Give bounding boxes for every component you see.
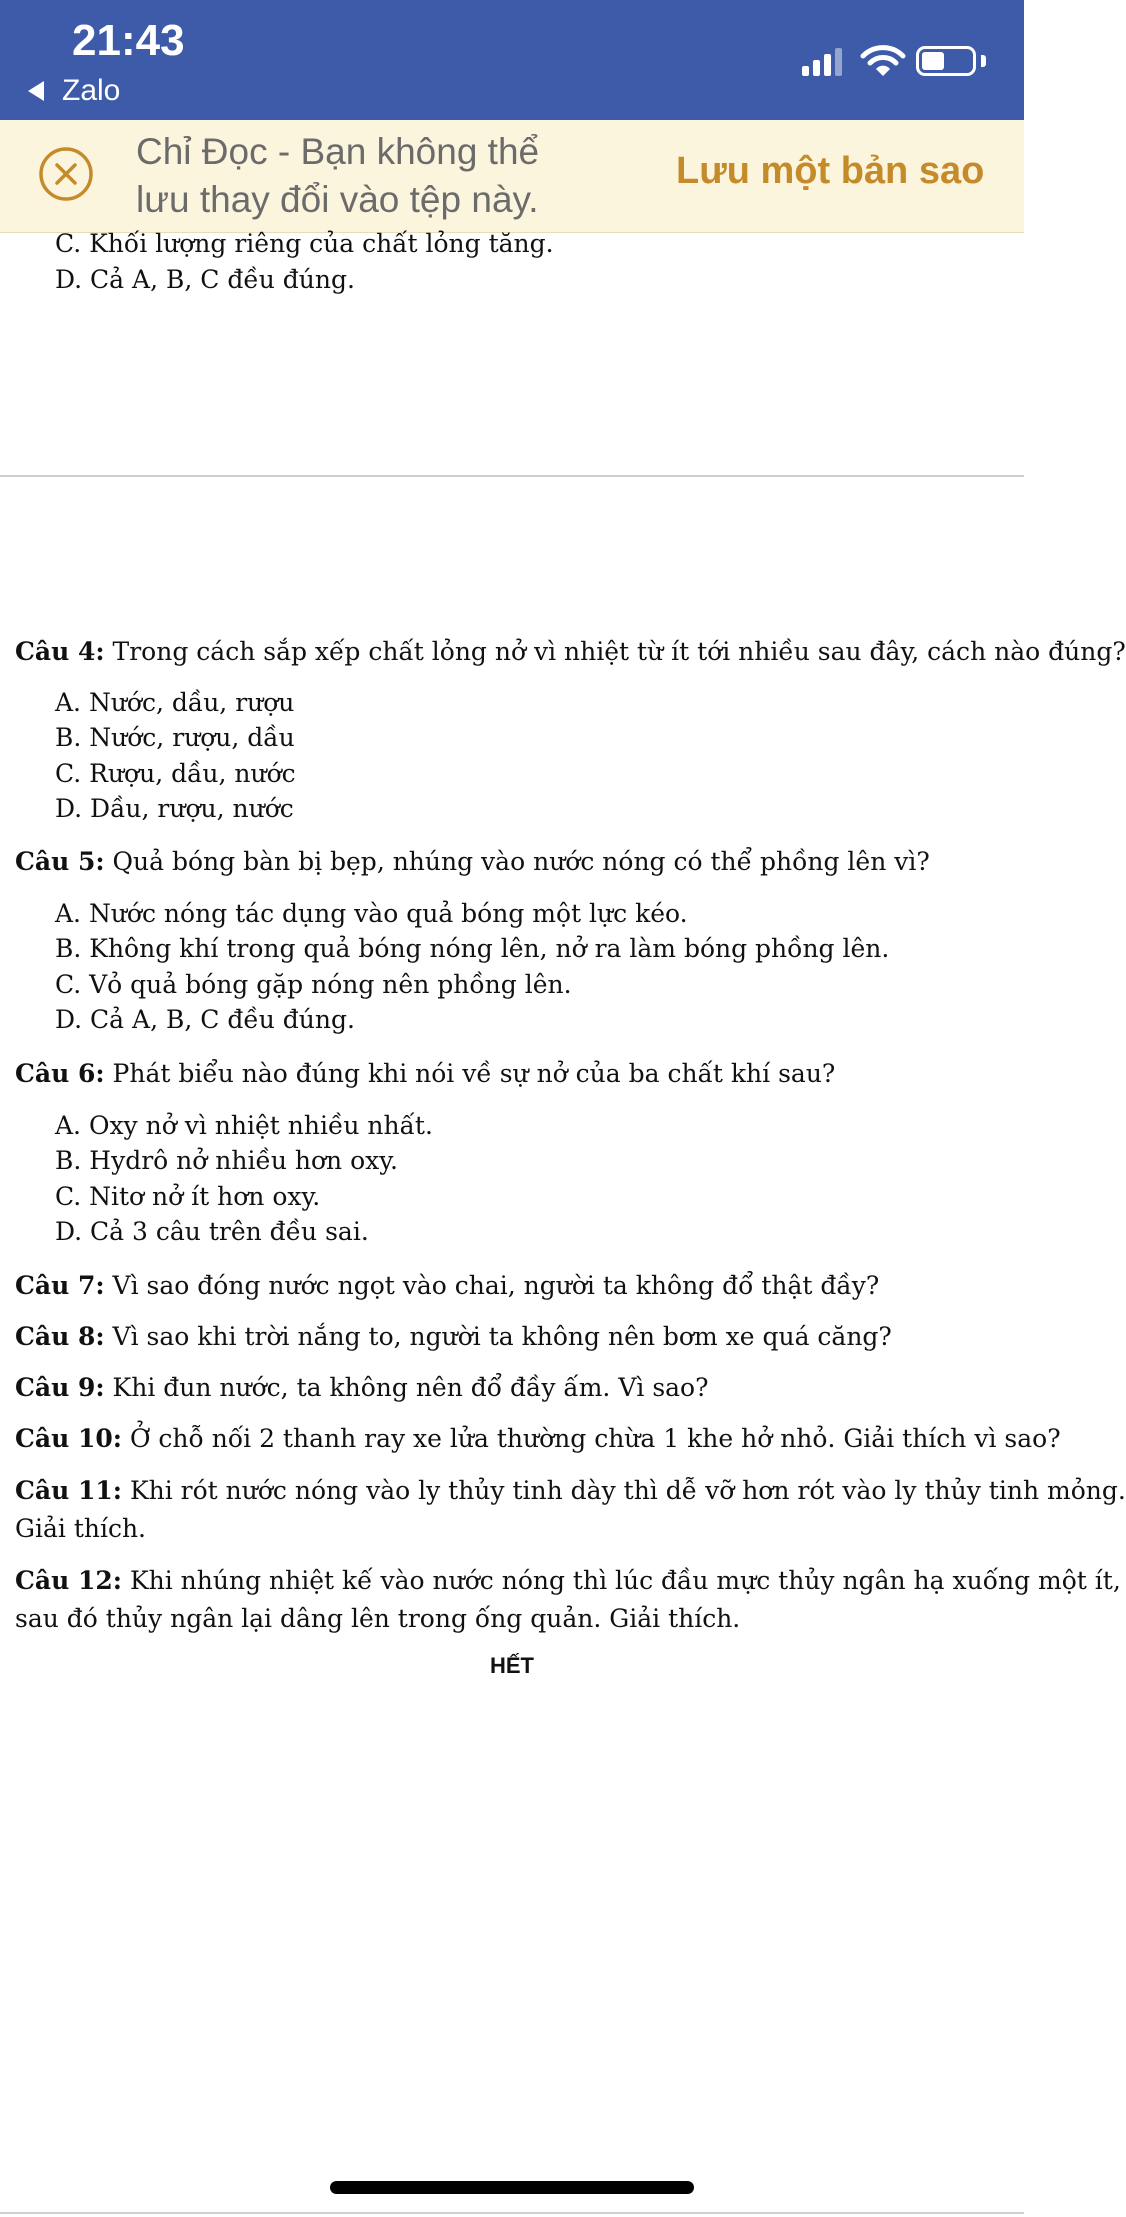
question-5-text: Quả bóng bàn bị bẹp, nhúng vào nước nóng có thể phồng lên vì? xyxy=(104,847,930,876)
q4-option-a: A. Nước, dầu, rượu xyxy=(55,688,295,717)
q5-option-d: D. Cả A, B, C đều đúng. xyxy=(55,1005,355,1034)
prev-option-d: D. Cả A, B, C đều đúng. xyxy=(55,265,355,294)
question-4-label: Câu 4: xyxy=(15,637,105,666)
question-11 xyxy=(15,1476,1126,1505)
question-6-label: Câu 6: xyxy=(15,1059,105,1088)
read-only-line-2: lưu thay đổi vào tệp này. xyxy=(136,179,539,220)
question-10 xyxy=(15,1424,1061,1453)
cellular-signal-icon xyxy=(802,46,842,76)
question-5-label: Câu 5: xyxy=(15,847,105,876)
question-11-cont: Giải thích. xyxy=(15,1514,147,1543)
question-12-label: Câu 12: xyxy=(15,1566,122,1595)
q4-option-c: C. Rượu, dầu, nước xyxy=(55,759,296,788)
page-bottom-edge xyxy=(0,2212,1024,2214)
q5-option-b: B. Không khí trong quả bóng nóng lên, nở ra làm bóng phồng lên. xyxy=(55,934,890,963)
question-9-text: Khi đun nước, ta không nên đổ đầy ấm. Vì sao? xyxy=(104,1373,709,1402)
close-circle-icon[interactable] xyxy=(38,146,94,202)
back-arrow-icon xyxy=(28,81,44,101)
q6-option-c: C. Nitơ nở ít hơn oxy. xyxy=(55,1182,321,1211)
question-12-cont: sau đó thủy ngân lại dâng lên trong ống quản. Giải thích. xyxy=(15,1604,741,1633)
prev-option-c: C. Khối lượng riêng của chất lỏng tăng. xyxy=(55,229,554,258)
end-marker: HẾT xyxy=(490,1653,534,1678)
question-7 xyxy=(15,1271,879,1300)
question-12 xyxy=(15,1566,1121,1595)
question-7-text: Vì sao đóng nước ngọt vào chai, người ta không đổ thật đầy? xyxy=(104,1271,880,1300)
question-8 xyxy=(15,1322,892,1351)
home-indicator[interactable] xyxy=(330,2181,694,2194)
question-10-label: Câu 10: xyxy=(15,1424,122,1453)
question-8-label: Câu 8: xyxy=(15,1322,105,1351)
q6-option-d: D. Cả 3 câu trên đều sai. xyxy=(55,1217,369,1246)
question-6-text: Phát biểu nào đúng khi nói về sự nở của ba chất khí sau? xyxy=(104,1059,836,1088)
read-only-line-1: Chỉ Đọc - Bạn không thể xyxy=(136,131,540,172)
read-only-message xyxy=(136,128,636,224)
question-5 xyxy=(15,847,930,876)
page-divider xyxy=(0,475,1024,477)
wifi-icon xyxy=(860,44,906,78)
q4-option-b: B. Nước, rượu, dầu xyxy=(55,723,295,752)
question-11-label: Câu 11: xyxy=(15,1476,122,1505)
question-4 xyxy=(15,637,1126,666)
save-a-copy-button[interactable]: Lưu một bản sao xyxy=(676,150,985,192)
back-app-label: Zalo xyxy=(62,74,121,107)
question-9 xyxy=(15,1373,709,1402)
question-12-text: Khi nhúng nhiệt kế vào nước nóng thì lúc đầu mực thủy ngân hạ xuống một ít, xyxy=(122,1566,1121,1595)
q4-option-d: D. Dầu, rượu, nước xyxy=(55,794,294,823)
status-bar xyxy=(0,0,1024,120)
question-9-label: Câu 9: xyxy=(15,1373,105,1402)
back-to-app-button[interactable] xyxy=(28,74,120,108)
question-11-text: Khi rót nước nóng vào ly thủy tinh dày thì dễ vỡ hơn rót vào ly thủy tinh mỏng. xyxy=(122,1476,1126,1505)
question-4-text: Trong cách sắp xếp chất lỏng nở vì nhiệt từ ít tới nhiều sau đây, cách nào đúng? xyxy=(104,637,1126,666)
q5-option-c: C. Vỏ quả bóng gặp nóng nên phồng lên. xyxy=(55,970,572,999)
status-time: 21:43 xyxy=(72,16,185,65)
q5-option-a: A. Nước nóng tác dụng vào quả bóng một lực kéo. xyxy=(55,899,688,928)
q6-option-b: B. Hydrô nở nhiều hơn oxy. xyxy=(55,1146,398,1175)
question-10-text: Ở chỗ nối 2 thanh ray xe lửa thường chừa 1 khe hở nhỏ. Giải thích vì sao? xyxy=(122,1424,1061,1453)
question-6 xyxy=(15,1059,835,1088)
q6-option-a: A. Oxy nở vì nhiệt nhiều nhất. xyxy=(55,1111,433,1140)
battery-icon xyxy=(916,46,976,76)
battery-tip xyxy=(981,55,986,67)
question-7-label: Câu 7: xyxy=(15,1271,105,1300)
question-8-text: Vì sao khi trời nắng to, người ta không nên bơm xe quá căng? xyxy=(104,1322,892,1351)
